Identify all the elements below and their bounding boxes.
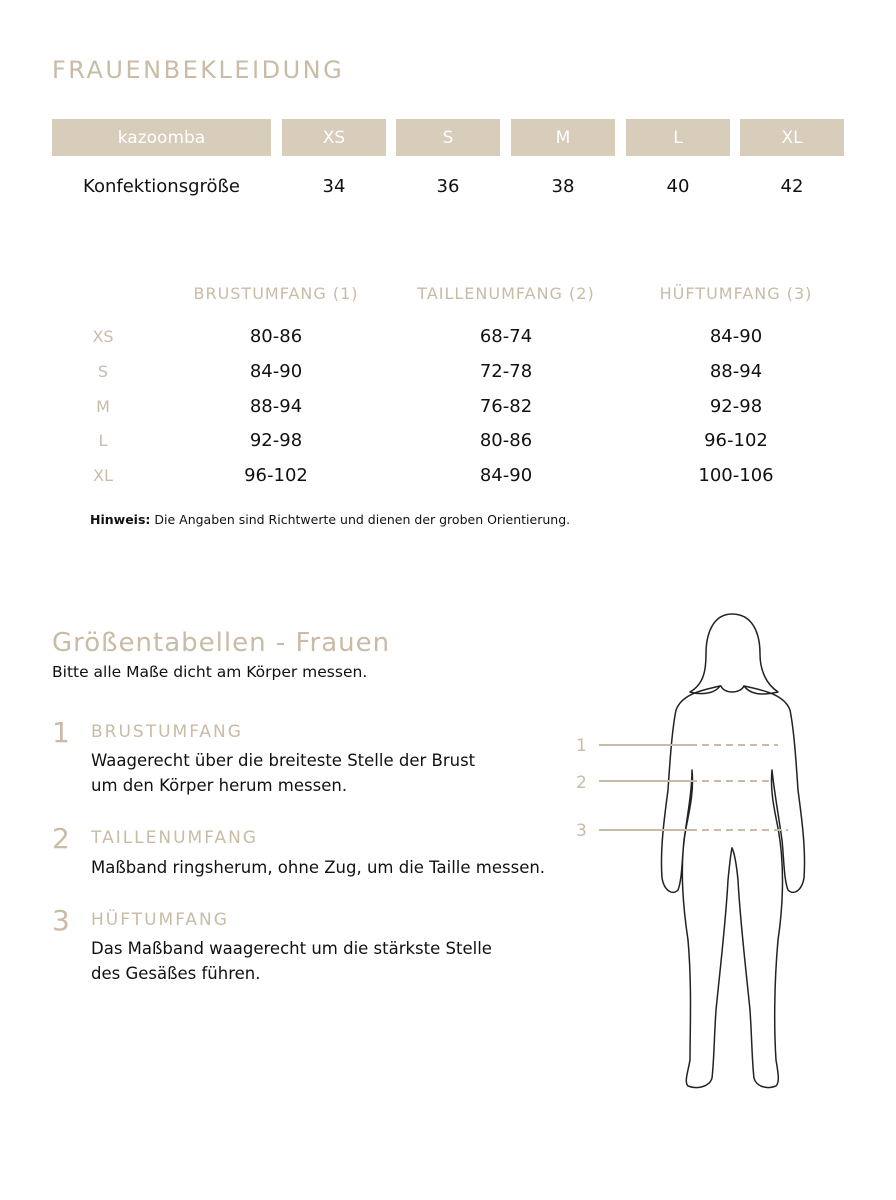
column-header-chest: BRUSTUMFANG (1)	[193, 283, 359, 303]
note-text: Die Angaben sind Richtwerte und dienen der groben Orientierung.	[154, 512, 571, 527]
brand-header-cell: kazoomba	[52, 119, 271, 156]
row-size-label: L	[98, 430, 108, 450]
waist-value: 80-86	[479, 429, 533, 451]
column-header-hip: HÜFTUMFANG (3)	[659, 283, 813, 303]
page-title: FRAUENBEKLEIDUNG	[52, 56, 345, 84]
size-header-l: L	[626, 119, 730, 156]
waist-value: 72-78	[479, 360, 533, 382]
row-size-label: M	[96, 396, 110, 416]
step-heading: BRUSTUMFANG	[91, 722, 243, 742]
column-header-waist: TAILLENUMFANG (2)	[417, 283, 595, 303]
hip-value: 100-106	[698, 464, 774, 486]
waist-value: 84-90	[479, 464, 533, 486]
chest-value: 96-102	[244, 464, 308, 486]
step-heading: TAILLENUMFANG	[91, 828, 258, 848]
step-number: 1	[52, 716, 70, 749]
guide-title: Größentabellen - Frauen	[52, 628, 391, 658]
hip-value: 84-90	[709, 325, 763, 347]
size-header-m: M	[511, 119, 615, 156]
step-description	[91, 855, 561, 880]
waist-value: 68-74	[479, 325, 533, 347]
size-header-xs: XS	[282, 119, 386, 156]
chest-value: 92-98	[249, 429, 303, 451]
step-line: Maßband ringsherum, ohne Zug, um die Taille messen.	[91, 858, 546, 877]
row-size-label: S	[97, 361, 109, 381]
step-description	[91, 936, 561, 986]
size-header-xl: XL	[740, 119, 844, 156]
confection-value: 40	[666, 175, 690, 197]
body-outline-icon	[661, 614, 804, 1088]
body-outline-figure	[560, 605, 820, 1095]
row-size-label: XL	[93, 465, 113, 485]
chest-value: 84-90	[249, 360, 303, 382]
hip-value: 96-102	[704, 429, 768, 451]
step-line: Das Maßband waagerecht um die stärkste Stelle	[91, 939, 492, 958]
size-header-s: S	[396, 119, 500, 156]
marker-3-label: 3	[576, 821, 587, 841]
confection-label: Konfektionsgröße	[83, 175, 240, 197]
step-line: Waagerecht über die breiteste Stelle der Brust	[91, 751, 476, 770]
confection-value: 38	[551, 175, 575, 197]
guide-subtitle: Bitte alle Maße dicht am Körper messen.	[52, 663, 368, 681]
step-heading: HÜFTUMFANG	[91, 910, 229, 930]
marker-2-label: 2	[576, 773, 587, 793]
hip-value: 92-98	[709, 395, 763, 417]
step-number: 2	[52, 822, 70, 855]
note	[90, 512, 570, 527]
step-description	[91, 748, 561, 798]
chest-value: 80-86	[249, 325, 303, 347]
step-line: des Gesäßes führen.	[91, 964, 261, 983]
note-label: Hinweis:	[90, 512, 151, 527]
confection-value: 42	[780, 175, 804, 197]
waist-value: 76-82	[479, 395, 533, 417]
chest-value: 88-94	[249, 395, 303, 417]
marker-1-label: 1	[576, 736, 587, 756]
hip-value: 88-94	[709, 360, 763, 382]
step-line: um den Körper herum messen.	[91, 776, 348, 795]
confection-value: 36	[436, 175, 460, 197]
confection-value: 34	[322, 175, 346, 197]
row-size-label: XS	[92, 326, 114, 346]
step-number: 3	[52, 904, 70, 937]
